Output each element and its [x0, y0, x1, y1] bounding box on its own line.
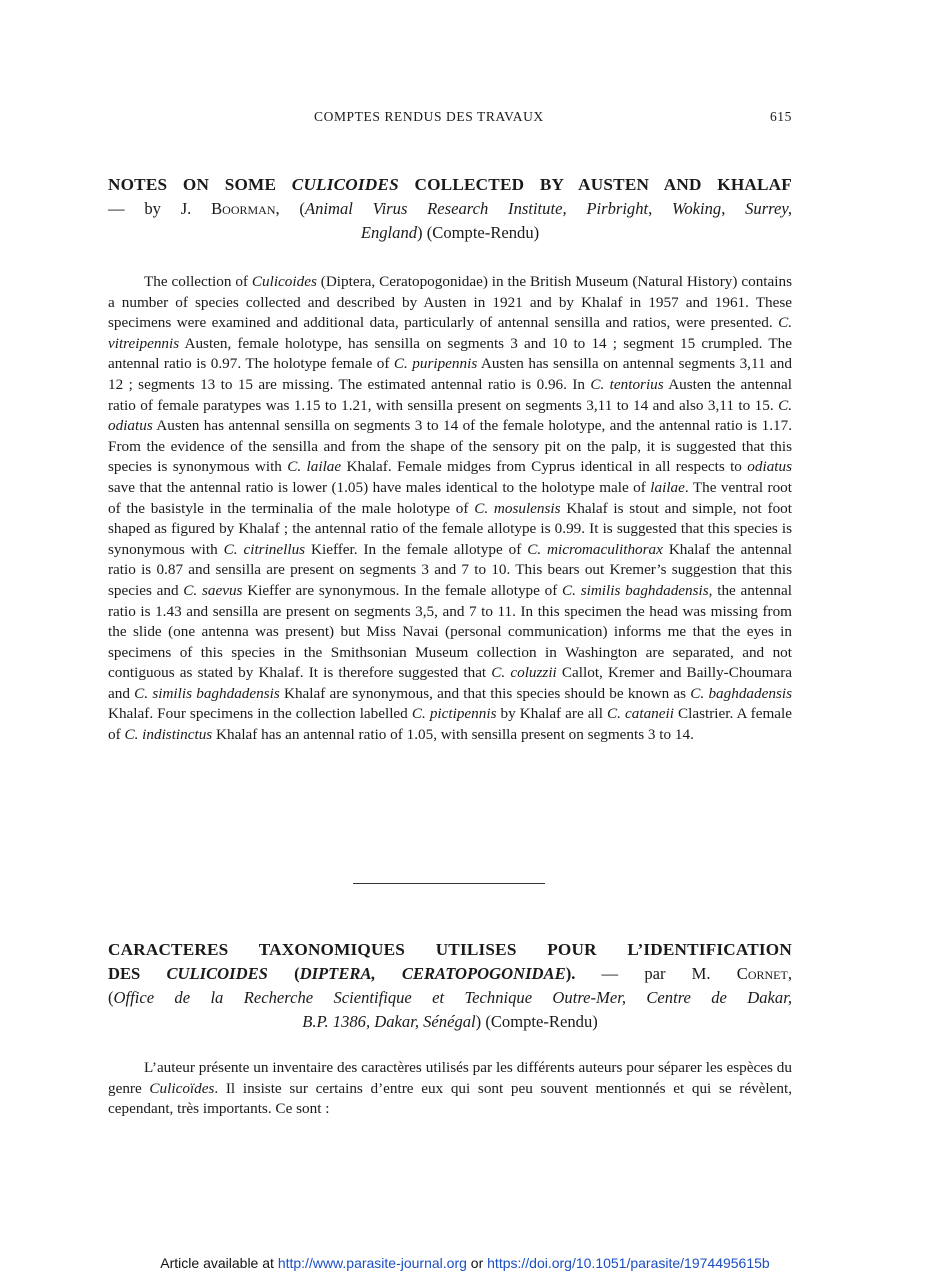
species-name: C. vitreipennis [108, 314, 792, 352]
article2-body [108, 1058, 792, 1120]
journal-link[interactable]: http://www.parasite-journal.org [277, 1255, 467, 1271]
body-text-run: Austen, female holotype, has sensilla on segments 3 and 10 to 14 ; segment 15 crumpled. The antennal ratio is 0.97. The holotype female of [108, 334, 792, 373]
body-text-run: Khalaf has an antennal ratio of 1.05, with sensilla present on segments 3 to 14. [212, 726, 694, 744]
species-name: C. puripennis [393, 355, 478, 373]
species-name: odiatus [747, 458, 793, 476]
body-text-run: Callot, Kremer and Bailly-Choumara and [108, 664, 793, 702]
body-text-run: Austen has sensilla on antennal segments 3,11 and 12 ; segments 13 to 15 are missing. The estimated antennal ratio is 0.96. In [108, 355, 792, 393]
body-text-run: . Il insiste sur certains d’entre eux qui sont peu souvent mentionnés et qui se révèlent, cependant, très importants. Ce sont : [108, 1079, 792, 1118]
section-divider [353, 883, 545, 884]
species-name: C. mosulensis [474, 499, 561, 517]
footer: Article available at http://www.parasite-journal.org or https://doi.org/10.1051/parasite/1974495615b [160, 1255, 770, 1271]
species-name: C. tentorius [590, 375, 664, 393]
article2-title-line1: CARACTERES TAXONOMIQUES UTILISES POUR L’IDENTIFICATION [108, 940, 792, 959]
article1-body [108, 272, 792, 746]
body-text-run: by Khalaf are all [496, 705, 608, 723]
species-name: C. similis baghdadensis, [562, 581, 713, 599]
page-number: 615 [769, 109, 792, 124]
species-name: C. similis baghdadensis [134, 684, 280, 702]
body-text-run: Kieffer are synonymous. In the female allotype of [242, 581, 563, 599]
species-name: lailae [650, 478, 685, 496]
body-text-run: Khalaf is stout and simple, not foot shaped as figured by Khalaf ; the antennal ratio of the female allotype is 0.99. It is suggested that this species is synonymous with [108, 499, 792, 558]
body-text-run: Khalaf are synonymous, and that this species should be known as [279, 684, 691, 702]
species-name: C. citrinellus [223, 540, 306, 558]
article2-affiliation: (Office de la Recherche Scientifique et Technique Outre-Mer, Centre de Dakar, [108, 988, 792, 1007]
species-name: C. saevus [183, 581, 243, 599]
body-text-run: Austen has antennal sensilla on segments 3 to 14 of the female holotype, and the antennal ratio is 1.17. From the evidence of the sensilla and from the shape of the sensory pit on the palp, it is suggested that this species is synonymous with [108, 417, 792, 476]
species-name: Culicoides [251, 273, 317, 290]
species-name: C. indistinctus [124, 726, 213, 744]
species-name: C. micromaculithorax [527, 540, 663, 558]
body-text-run: Austen the antennal ratio of female paratypes was 1.15 to 1.21, with sensilla present on segments 3,11 to 14 and also 3,11 to 15. [108, 375, 792, 414]
body-text-run: . The ventral root of the basistyle in the terminalia of the male holotype of [108, 478, 792, 517]
article1-affiliation-end: England) (Compte-Rendu) [360, 223, 540, 242]
article2-heading [108, 938, 792, 1034]
article1-author-line: — by J. Boorman, (Animal Virus Research Institute, Pirbright, Woking, Surrey, [108, 199, 792, 218]
body-text-run: save that the antennal ratio is lower (1.05) have males identical to the holotype male of [108, 478, 651, 496]
body-text-run: the antennal ratio is 1.43 and sensilla are present on segments 3,5, and 7 to 11. In this specimen the head was missing from the slide (one antenna was present) but Miss Navai (personal communication) informs me that the eyes in specimens of this species in the Smithsonian Museum collection in Washington are separated, and not contiguous as stated by Khalaf. It is therefore suggested that [108, 581, 792, 682]
affiliation: Animal Virus Research Institute, Pirbright, Woking, Surrey, [304, 199, 792, 218]
body-text-run: Kieffer. In the female allotype of [305, 540, 528, 558]
article2-title-line2: DES CULICOIDES (DIPTERA, CERATOPOGONIDAE). — par M. Cornet, [108, 964, 792, 983]
species-name: Culicoïdes [149, 1079, 215, 1097]
species-name: C. cataneii [607, 705, 674, 723]
body-text-run: Khalaf the antennal ratio is 0.87 and sensilla are present on segments 3 and 7 to 10. This bears out Kremer’s suggestion that this species and [108, 540, 792, 599]
species-name: C. pictipennis [411, 705, 497, 723]
body-text-run: Clastrier. A female of [108, 705, 792, 744]
body-text-run: L’auteur présente un inventaire des caractères utilisés par les différents auteurs pour séparer les espèces du genre [108, 1059, 792, 1097]
body-text-run: (Diptera, Ceratopogonidae) in the British Museum (Natural History) contains a number of species collected and described by Austen in 1921 and by Khalaf in 1957 and 1961. These specimens were examined and additional data, particularly of antennal sensilla and ratios, were presented. [108, 273, 792, 332]
species-name: C. odiatus [108, 396, 792, 435]
species-name: C. lailae [287, 458, 342, 476]
species-name: C. baghdadensis [690, 684, 792, 702]
article2-affiliation-end: B.P. 1386, Dakar, Sénégal) (Compte-Rendu) [302, 1012, 598, 1031]
body-text-run: Khalaf. Female midges from Cyprus identical in all respects to [341, 458, 748, 476]
running-head-title: COMPTES RENDUS DES TRAVAUX [314, 109, 544, 124]
body-text-run: Khalaf. Four specimens in the collection labelled [108, 705, 412, 723]
author-name: Cornet [736, 964, 788, 983]
doi-link[interactable]: https://doi.org/10.1051/parasite/1974495615b [487, 1255, 770, 1271]
article1-heading [108, 173, 792, 245]
species-name: C. coluzzii [491, 664, 557, 682]
body-text-run: The collection of [144, 273, 252, 290]
author-name: Boorman [211, 199, 276, 218]
article1-title: NOTES ON SOME CULICOIDES COLLECTED BY AUSTEN AND KHALAF [108, 175, 792, 194]
